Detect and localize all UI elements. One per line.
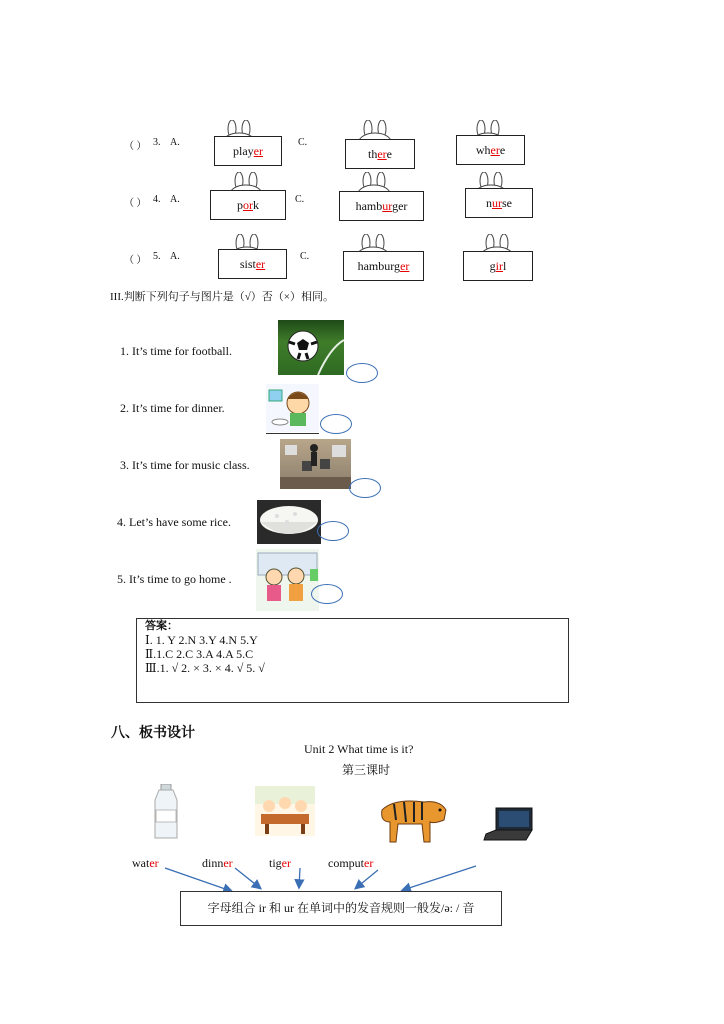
answer-line-3: Ⅲ.1. √ 2. × 3. × 4. √ 5. √	[145, 661, 265, 675]
question-number: 5.	[153, 251, 161, 262]
answer-key-title: 答案：	[145, 619, 178, 632]
word-card: hamburger	[339, 191, 424, 221]
word-card: sister	[218, 249, 287, 279]
question-number: 3.	[153, 137, 161, 148]
option-c-label: C.	[295, 194, 305, 205]
option-a-label: A.	[170, 137, 180, 148]
answer-paren: （ ）	[124, 141, 147, 152]
sentence-1: 1. It’s time for football.	[120, 344, 232, 358]
word-card: nurse	[465, 188, 533, 218]
word-card: girl	[463, 251, 533, 281]
sentence-2: 2. It’s time for dinner.	[120, 401, 225, 415]
word-card: there	[345, 139, 415, 169]
word-card: pork	[210, 190, 286, 220]
word-card: where	[456, 135, 525, 165]
option-c-label: C.	[298, 137, 308, 148]
word-card: player	[214, 136, 282, 166]
word-dinner: dinner	[202, 856, 233, 870]
board-subtitle: 第三课时	[342, 763, 391, 777]
answer-paren: （ ）	[124, 255, 147, 266]
option-a-label: A.	[170, 251, 180, 262]
section-heading: 八、板书设计	[111, 725, 195, 741]
option-a-label: A.	[170, 194, 180, 205]
sentence-3: 3. It’s time for music class.	[120, 458, 250, 472]
sentence-4: 4. Let’s have some rice.	[117, 515, 231, 529]
rule-box: 字母组合 ir 和 ur 在单词中的发音规则一般发/ə: / 音	[180, 891, 502, 926]
answer-line-2: Ⅱ.1.C 2.C 3.A 4.A 5.C	[145, 647, 254, 661]
question-number: 4.	[153, 194, 161, 205]
board-title: Unit 2 What time is it?	[304, 742, 414, 756]
option-c-label: C.	[300, 251, 310, 262]
exercise3-title: III.判断下列句子与图片是（√）否（×）相同。	[110, 291, 334, 303]
word-tiger: tiger	[269, 856, 291, 870]
word-water: water	[132, 856, 159, 870]
word-card: hamburger	[343, 251, 424, 281]
word-computer: computer	[328, 856, 374, 870]
answer-line-1: Ⅰ. 1. Y 2.N 3.Y 4.N 5.Y	[145, 633, 258, 647]
answer-paren: （ ）	[124, 198, 147, 209]
sentence-5: 5. It’s time to go home .	[117, 572, 232, 586]
